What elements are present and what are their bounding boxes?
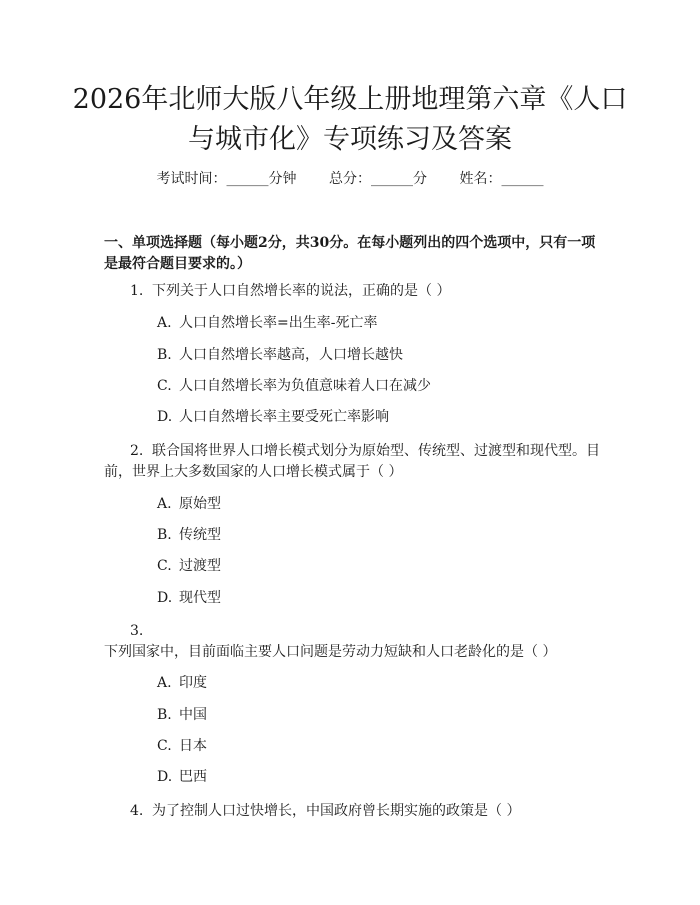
- option-text: 中国: [179, 707, 207, 723]
- option-3a: [157, 673, 207, 693]
- option-2d: [157, 588, 221, 608]
- question-number: 4.: [130, 803, 144, 819]
- option-letter: B.: [157, 527, 172, 543]
- option-3d: [157, 767, 207, 787]
- question-number: 1.: [130, 283, 144, 299]
- option-1c: [157, 376, 431, 396]
- question-number: 3.: [130, 623, 144, 639]
- option-text: 过渡型: [179, 558, 221, 574]
- option-letter: C.: [157, 558, 172, 574]
- option-text: 人口自然增长率越高，人口增长越快: [179, 347, 403, 363]
- option-1a: [157, 313, 377, 333]
- question-text: 为了控制人口过快增长，中国政府曾长期实施的政策是（ ）: [152, 803, 521, 819]
- option-letter: A.: [157, 315, 172, 331]
- option-text: 人口自然增长率=出生率-死亡率: [179, 315, 378, 331]
- option-text: 人口自然增长率为负值意味着人口在减少: [179, 378, 431, 394]
- total-score: 总分：______分: [329, 171, 427, 187]
- question-1: [104, 281, 600, 302]
- option-letter: C.: [157, 738, 172, 754]
- document-title: 2026年北师大版八年级上册地理第六章《人口与城市化》专项练习及答案: [72, 84, 628, 155]
- section-heading: 一、单项选择题（每小题2分，共30分。在每小题列出的四个选项中，只有一项是最符合题目要求的。）: [104, 235, 596, 272]
- question-text: 联合国将世界人口增长模式划分为原始型、传统型、过渡型和现代型。目前，世界上大多数国家的人口增长模式属于（ ）: [104, 443, 600, 480]
- question-3: [104, 621, 600, 663]
- option-text: 日本: [179, 738, 207, 754]
- option-letter: D.: [157, 769, 173, 785]
- option-text: 传统型: [179, 527, 221, 543]
- student-name: 姓名：______: [459, 171, 544, 187]
- option-letter: B.: [157, 347, 172, 363]
- question-text: 下列关于人口自然增长率的说法，正确的是（ ）: [152, 283, 451, 299]
- exam-time: 考试时间：______分钟: [156, 171, 297, 187]
- question-4: [104, 801, 600, 822]
- option-text: 原始型: [179, 496, 221, 512]
- option-letter: B.: [157, 707, 172, 723]
- option-3b: [157, 705, 207, 725]
- option-text: 印度: [179, 675, 207, 691]
- option-text: 现代型: [179, 590, 221, 606]
- option-1b: [157, 345, 403, 365]
- option-letter: D.: [157, 409, 173, 425]
- option-3c: [157, 736, 207, 756]
- option-2c: [157, 556, 221, 576]
- exam-meta: [0, 168, 700, 188]
- option-text: 巴西: [179, 769, 207, 785]
- option-letter: C.: [157, 378, 172, 394]
- option-letter: D.: [157, 590, 173, 606]
- option-2a: [157, 494, 221, 514]
- option-1d: [157, 407, 389, 427]
- option-2b: [157, 525, 221, 545]
- option-letter: A.: [157, 496, 172, 512]
- option-text: 人口自然增长率主要受死亡率影响: [179, 409, 389, 425]
- question-text: 下列国家中，目前面临主要人口问题是劳动力短缺和人口老龄化的是（ ）: [104, 644, 557, 660]
- option-letter: A.: [157, 675, 172, 691]
- question-number: 2.: [130, 443, 144, 459]
- question-2: [104, 441, 600, 483]
